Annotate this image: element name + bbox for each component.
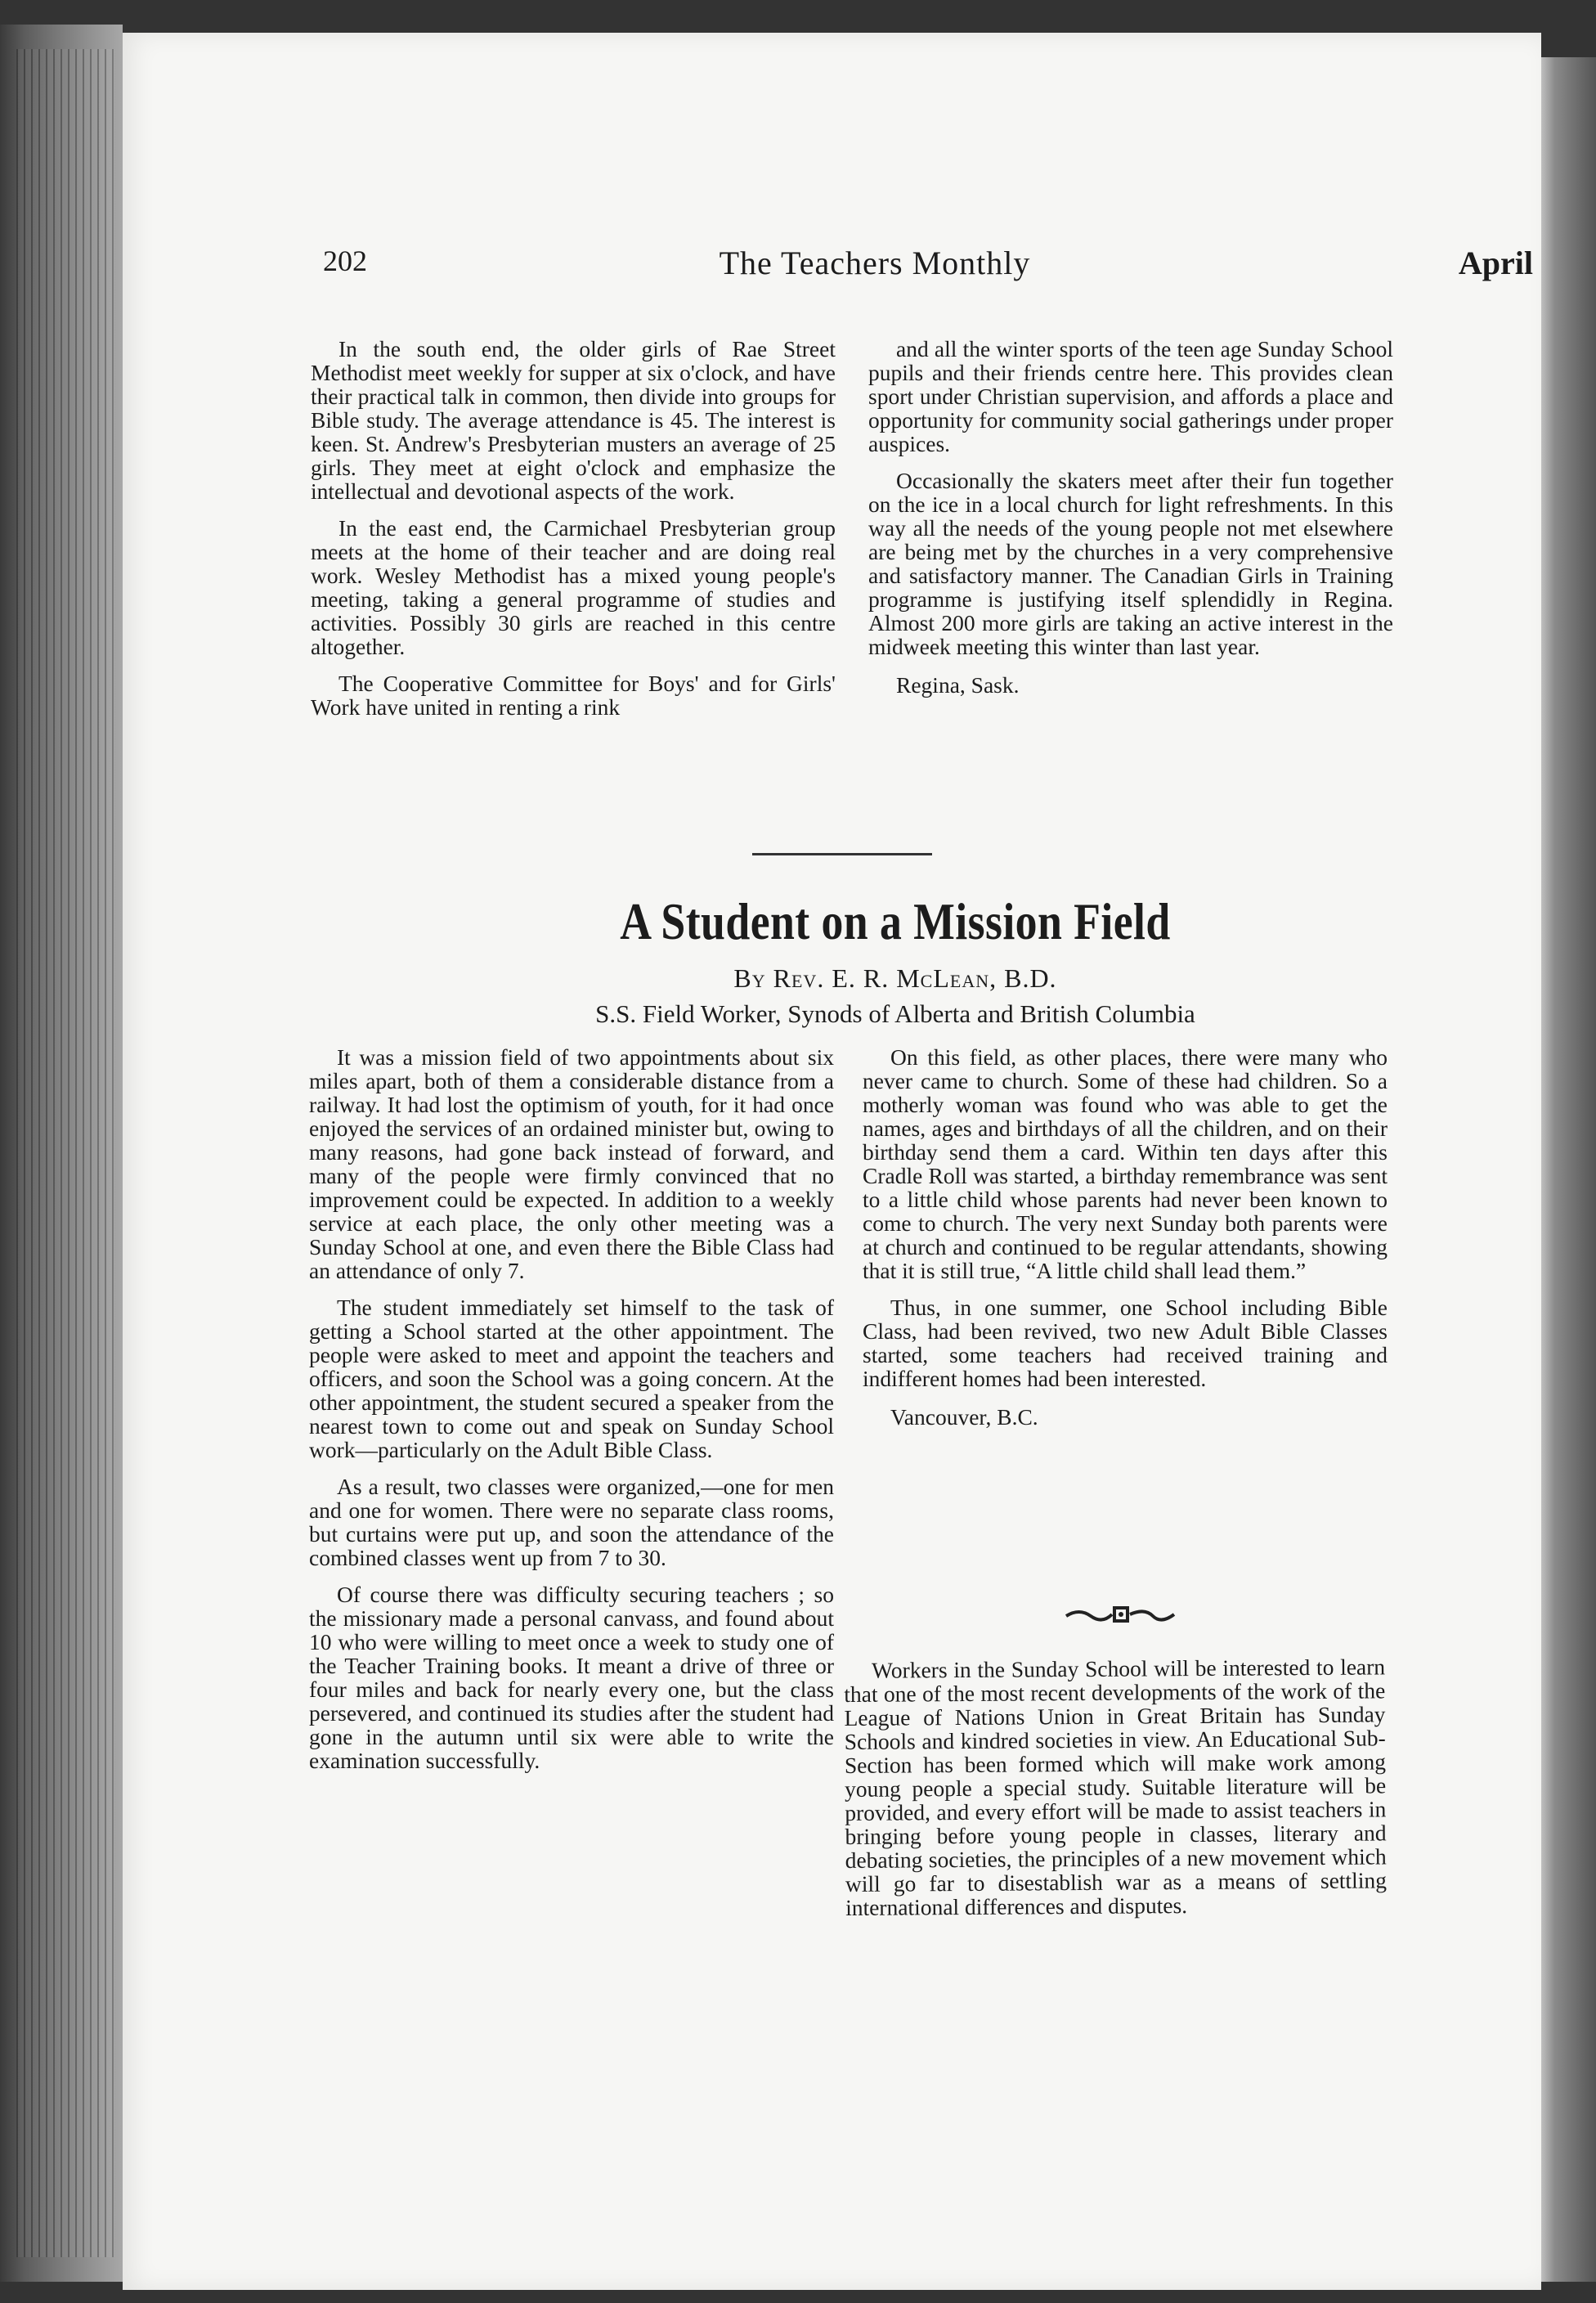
journal-title: The Teachers Monthly xyxy=(719,245,1031,281)
paragraph: Of course there was difficulty securing teachers ; so the missionary made a personal canvass, and found about 10 who were willing to meet once a week to study one of the Teacher Training books. It meant a drive of three or four miles and back for nearly every one, but the class persevered, and continued its studies after the student had gone in the autumn until six were able to write the examination successfully. xyxy=(309,1582,834,1773)
article-byline: By Rev. E. R. McLean, B.D. xyxy=(733,963,1057,993)
paragraph: In the east end, the Carmichael Presbyterian group meets at the home of their teacher and are doing real work. Wesley Methodist has a mixed young people's meeting, taking a general programme of studies and activities. Possibly 30 girls are reached in this centre altogether. xyxy=(311,515,836,659)
article-right-column xyxy=(863,1045,1388,1429)
binding-page-edges xyxy=(16,49,114,2257)
paragraph: and all the winter sports of the teen age Sunday School pupils and their friends centre here. This provides clean sport under Christian supervision, and affords a place and opportunity for community social gatherings under proper auspices. xyxy=(868,336,1393,456)
paragraph: The Cooperative Committee for Boys' and for Girls' Work have united in renting a rink xyxy=(311,671,836,720)
paragraph: As a result, two classes were organized,—one for men and one for women. There were no separate class rooms, but curtains were put up, and soon the attendance of the combined classes went up from 7 to 30. xyxy=(309,1474,834,1570)
page-number: 202 xyxy=(323,245,367,277)
article-left-column xyxy=(309,1045,834,1772)
ornament-icon xyxy=(1063,1598,1177,1631)
paragraph: On this field, as other places, there were many who never came to church. Some of these had children. So a motherly woman was found who was able to get the names, ages and birthdays of all the children, and on their birthday send them a card. Within ten days after this Cradle Roll was started, a birthday remembrance was sent to a little child whose parents had never been known to come to church. The very next Sunday both parents were at church and continued to be regular attendants, showing that it is still true, “A little child shall lead them.” xyxy=(863,1044,1388,1283)
issue-month: April xyxy=(1458,245,1533,281)
dateline: Regina, Sask. xyxy=(896,672,1020,698)
paragraph: In the south end, the older girls of Rae Street Methodist meet weekly for supper at six o'clock, and have their practical talk in common, then divide into groups for Bible study. The average attendance is 45. The interest is keen. St. Andrew's Presbyterian musters an average of 25 girls. They meet at eight o'clock and emphasize the intellectual and devotional aspects of the work. xyxy=(311,336,836,504)
section-divider xyxy=(752,853,932,855)
page-sheet xyxy=(123,33,1541,2290)
paragraph: It was a mission field of two appointments about six miles apart, both of them a considerable distance from a railway. It had lost the optimism of youth, for it had once enjoyed the services of an ordained minister but, owing to many reasons, had gone back instead of forward, and many of the people were firmly convinced that no improvement could be expected. In addition to a weekly service at each place, the only other meeting was a Sunday School at one, and even there the Bible Class had an attendance of only 7. xyxy=(309,1044,834,1283)
paragraph: The student immediately set himself to the task of getting a School started at the other appointment. The people were asked to meet and appoint the teachers and officers, and soon the School was a going concern. At the other appointment, the student secured a speaker from the nearest town to come out and speak on Sunday School work—particularly on the Adult Bible Class. xyxy=(309,1295,834,1462)
author-position: S.S. Field Worker, Synods of Alberta and British Columbia xyxy=(595,999,1195,1028)
article-title: A Student on a Mission Field xyxy=(620,892,1171,950)
right-page-edge xyxy=(1537,57,1596,2282)
dateline: Vancouver, B.C. xyxy=(890,1404,1038,1430)
top-right-column xyxy=(868,337,1393,697)
paragraph: Workers in the Sunday School will be interested to learn that one of the most recent developments of the work of the League of Nations Union in Great Britain has Sunday Schools and kindred societies in view. An Educational Sub-Section has been formed which will make work among young people a special study. Suitable literature will be provided, and every effort will be made to assist teachers in bringing before young people in classes, literary and debating societies, the principles of a new movement which will go far to disestablish war as a means of settling international differences and disputes. xyxy=(844,1654,1388,1920)
note-column xyxy=(844,1654,1387,1919)
top-left-column xyxy=(311,337,836,719)
paragraph: Occasionally the skaters meet after their fun together on the ice in a local church for light refreshments. In this way all the needs of the young people not met elsewhere are being met by the churches in a very comprehensive and satisfactory manner. The Canadian Girls in Training programme is justifying itself splendidly in Regina. Almost 200 more girls are taking an active interest in the midweek meeting this winter than last year. xyxy=(868,468,1393,659)
paragraph: Thus, in one summer, one School including Bible Class, had been revived, two new Adult Bible Classes started, some teachers had received training and indifferent homes had been interested. xyxy=(863,1295,1388,1391)
